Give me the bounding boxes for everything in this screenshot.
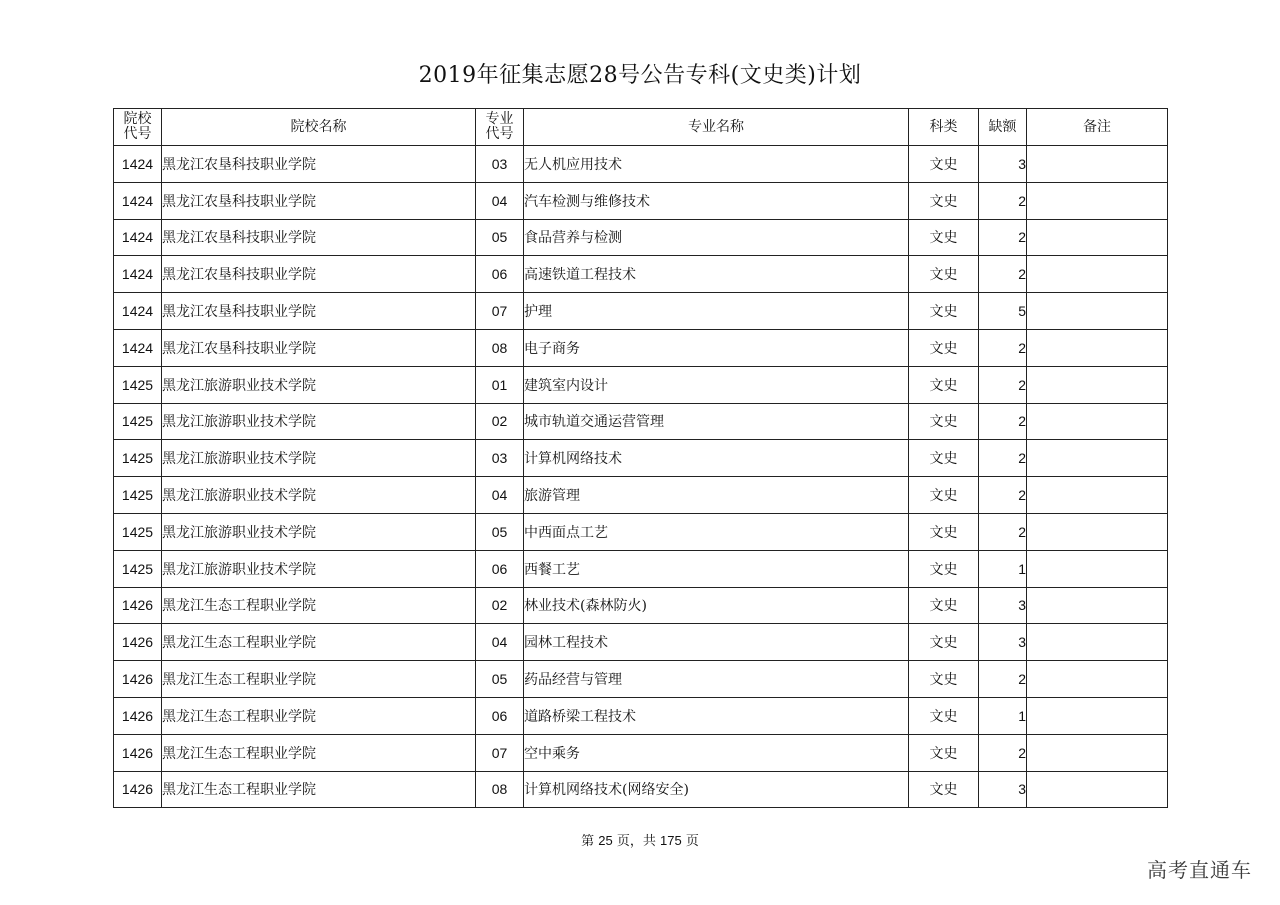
cell-remarks bbox=[1027, 182, 1168, 219]
cell-school-code: 1426 bbox=[114, 734, 162, 771]
cell-remarks bbox=[1027, 697, 1168, 734]
header-line: 专业 bbox=[485, 111, 514, 127]
cell-major-code: 08 bbox=[476, 329, 524, 366]
cell-category: 文史 bbox=[909, 440, 979, 477]
table-row bbox=[114, 293, 1168, 330]
table-row bbox=[114, 587, 1168, 624]
header-category: 科类 bbox=[909, 109, 979, 146]
cell-major-name: 计算机网络技术 bbox=[524, 440, 909, 477]
cell-vacancy: 2 bbox=[979, 329, 1027, 366]
cell-category: 文史 bbox=[909, 734, 979, 771]
cell-remarks bbox=[1027, 624, 1168, 661]
cell-vacancy: 2 bbox=[979, 440, 1027, 477]
cell-major-code: 03 bbox=[476, 146, 524, 183]
cell-major-code: 02 bbox=[476, 587, 524, 624]
cell-category: 文史 bbox=[909, 550, 979, 587]
cell-remarks bbox=[1027, 219, 1168, 256]
watermark-text: 高考直通车 bbox=[1147, 858, 1252, 882]
cell-category: 文史 bbox=[909, 587, 979, 624]
cell-school-code: 1426 bbox=[114, 624, 162, 661]
cell-remarks bbox=[1027, 771, 1168, 808]
cell-category: 文史 bbox=[909, 182, 979, 219]
cell-major-code: 06 bbox=[476, 697, 524, 734]
cell-remarks bbox=[1027, 587, 1168, 624]
cell-school-name: 黑龙江生态工程职业学院 bbox=[162, 624, 476, 661]
cell-school-name: 黑龙江旅游职业技术学院 bbox=[162, 403, 476, 440]
cell-category: 文史 bbox=[909, 329, 979, 366]
cell-remarks bbox=[1027, 293, 1168, 330]
cell-major-code: 06 bbox=[476, 550, 524, 587]
cell-vacancy: 2 bbox=[979, 661, 1027, 698]
cell-major-name: 建筑室内设计 bbox=[524, 366, 909, 403]
cell-category: 文史 bbox=[909, 513, 979, 550]
cell-major-name: 中西面点工艺 bbox=[524, 513, 909, 550]
cell-school-code: 1424 bbox=[114, 293, 162, 330]
cell-vacancy: 1 bbox=[979, 697, 1027, 734]
cell-school-code: 1425 bbox=[114, 440, 162, 477]
cell-major-name: 无人机应用技术 bbox=[524, 146, 909, 183]
cell-school-name: 黑龙江旅游职业技术学院 bbox=[162, 366, 476, 403]
table-header-row bbox=[114, 109, 1168, 146]
table-row bbox=[114, 734, 1168, 771]
cell-remarks bbox=[1027, 440, 1168, 477]
cell-school-name: 黑龙江生态工程职业学院 bbox=[162, 771, 476, 808]
cell-remarks bbox=[1027, 256, 1168, 293]
cell-school-name: 黑龙江农垦科技职业学院 bbox=[162, 146, 476, 183]
table-row bbox=[114, 146, 1168, 183]
cell-major-name: 药品经营与管理 bbox=[524, 661, 909, 698]
cell-vacancy: 2 bbox=[979, 403, 1027, 440]
cell-vacancy: 2 bbox=[979, 182, 1027, 219]
footer-middle: 页，共 bbox=[612, 834, 661, 849]
cell-category: 文史 bbox=[909, 293, 979, 330]
cell-category: 文史 bbox=[909, 624, 979, 661]
cell-major-code: 01 bbox=[476, 366, 524, 403]
table-row bbox=[114, 771, 1168, 808]
cell-vacancy: 2 bbox=[979, 366, 1027, 403]
cell-category: 文史 bbox=[909, 661, 979, 698]
cell-school-name: 黑龙江旅游职业技术学院 bbox=[162, 440, 476, 477]
cell-category: 文史 bbox=[909, 366, 979, 403]
cell-school-code: 1425 bbox=[114, 550, 162, 587]
cell-vacancy: 3 bbox=[979, 771, 1027, 808]
cell-vacancy: 2 bbox=[979, 477, 1027, 514]
page-footer bbox=[0, 830, 1280, 849]
table-row bbox=[114, 440, 1168, 477]
table-row bbox=[114, 182, 1168, 219]
table-row bbox=[114, 477, 1168, 514]
header-remarks: 备注 bbox=[1027, 109, 1168, 146]
table-row bbox=[114, 661, 1168, 698]
cell-school-name: 黑龙江旅游职业技术学院 bbox=[162, 513, 476, 550]
cell-major-code: 04 bbox=[476, 624, 524, 661]
cell-major-name: 高速铁道工程技术 bbox=[524, 256, 909, 293]
cell-major-code: 05 bbox=[476, 513, 524, 550]
table-row bbox=[114, 256, 1168, 293]
header-line: 代号 bbox=[123, 126, 152, 142]
table-body bbox=[114, 146, 1168, 808]
page-title: 2019年征集志愿28号公告专科(文史类)计划 bbox=[418, 63, 862, 88]
cell-major-name: 计算机网络技术(网络安全) bbox=[524, 771, 909, 808]
cell-major-name: 食品营养与检测 bbox=[524, 219, 909, 256]
cell-remarks bbox=[1027, 477, 1168, 514]
cell-category: 文史 bbox=[909, 771, 979, 808]
cell-major-name: 汽车检测与维修技术 bbox=[524, 182, 909, 219]
cell-major-name: 西餐工艺 bbox=[524, 550, 909, 587]
cell-school-code: 1424 bbox=[114, 146, 162, 183]
header-school-name: 院校名称 bbox=[162, 109, 476, 146]
cell-school-code: 1426 bbox=[114, 661, 162, 698]
cell-remarks bbox=[1027, 734, 1168, 771]
cell-vacancy: 2 bbox=[979, 734, 1027, 771]
cell-vacancy: 1 bbox=[979, 550, 1027, 587]
cell-school-code: 1425 bbox=[114, 477, 162, 514]
cell-major-code: 07 bbox=[476, 293, 524, 330]
header-school-code bbox=[114, 109, 162, 146]
cell-major-code: 05 bbox=[476, 661, 524, 698]
cell-school-name: 黑龙江农垦科技职业学院 bbox=[162, 182, 476, 219]
cell-vacancy: 3 bbox=[979, 146, 1027, 183]
cell-major-code: 04 bbox=[476, 182, 524, 219]
cell-remarks bbox=[1027, 329, 1168, 366]
table-row bbox=[114, 513, 1168, 550]
cell-school-name: 黑龙江农垦科技职业学院 bbox=[162, 329, 476, 366]
cell-major-name: 林业技术(森林防火) bbox=[524, 587, 909, 624]
cell-major-code: 04 bbox=[476, 477, 524, 514]
footer-current-page: 25 bbox=[598, 833, 613, 848]
cell-vacancy: 2 bbox=[979, 256, 1027, 293]
admission-plan-table bbox=[113, 108, 1168, 808]
cell-major-code: 03 bbox=[476, 440, 524, 477]
cell-major-code: 02 bbox=[476, 403, 524, 440]
cell-vacancy: 3 bbox=[979, 587, 1027, 624]
cell-category: 文史 bbox=[909, 256, 979, 293]
cell-remarks bbox=[1027, 550, 1168, 587]
cell-school-name: 黑龙江农垦科技职业学院 bbox=[162, 219, 476, 256]
cell-vacancy: 2 bbox=[979, 219, 1027, 256]
cell-remarks bbox=[1027, 146, 1168, 183]
cell-category: 文史 bbox=[909, 477, 979, 514]
cell-major-code: 07 bbox=[476, 734, 524, 771]
cell-school-code: 1426 bbox=[114, 697, 162, 734]
table-row bbox=[114, 624, 1168, 661]
cell-category: 文史 bbox=[909, 146, 979, 183]
header-line: 院校 bbox=[123, 111, 152, 127]
cell-vacancy: 2 bbox=[979, 513, 1027, 550]
cell-major-name: 空中乘务 bbox=[524, 734, 909, 771]
cell-school-code: 1425 bbox=[114, 366, 162, 403]
cell-category: 文史 bbox=[909, 403, 979, 440]
cell-school-code: 1426 bbox=[114, 771, 162, 808]
cell-major-name: 城市轨道交通运营管理 bbox=[524, 403, 909, 440]
header-vacancy: 缺额 bbox=[979, 109, 1027, 146]
cell-school-name: 黑龙江生态工程职业学院 bbox=[162, 587, 476, 624]
header-major-code bbox=[476, 109, 524, 146]
header-line: 代号 bbox=[485, 126, 514, 142]
cell-major-code: 06 bbox=[476, 256, 524, 293]
cell-school-code: 1425 bbox=[114, 513, 162, 550]
footer-prefix: 第 bbox=[581, 834, 599, 849]
cell-school-code: 1424 bbox=[114, 256, 162, 293]
cell-school-name: 黑龙江生态工程职业学院 bbox=[162, 661, 476, 698]
cell-school-code: 1424 bbox=[114, 329, 162, 366]
footer-suffix: 页 bbox=[681, 834, 699, 849]
cell-major-name: 园林工程技术 bbox=[524, 624, 909, 661]
cell-school-name: 黑龙江农垦科技职业学院 bbox=[162, 256, 476, 293]
cell-school-name: 黑龙江农垦科技职业学院 bbox=[162, 293, 476, 330]
cell-major-code: 05 bbox=[476, 219, 524, 256]
cell-school-name: 黑龙江生态工程职业学院 bbox=[162, 734, 476, 771]
cell-vacancy: 3 bbox=[979, 624, 1027, 661]
cell-category: 文史 bbox=[909, 219, 979, 256]
cell-school-name: 黑龙江生态工程职业学院 bbox=[162, 697, 476, 734]
cell-major-name: 道路桥梁工程技术 bbox=[524, 697, 909, 734]
cell-school-code: 1424 bbox=[114, 182, 162, 219]
cell-major-name: 护理 bbox=[524, 293, 909, 330]
cell-remarks bbox=[1027, 403, 1168, 440]
cell-major-name: 电子商务 bbox=[524, 329, 909, 366]
footer-total-pages: 175 bbox=[660, 833, 682, 848]
cell-school-code: 1424 bbox=[114, 219, 162, 256]
cell-school-name: 黑龙江旅游职业技术学院 bbox=[162, 477, 476, 514]
table-row bbox=[114, 403, 1168, 440]
table-row bbox=[114, 366, 1168, 403]
table-row bbox=[114, 697, 1168, 734]
table-row bbox=[114, 550, 1168, 587]
cell-school-code: 1425 bbox=[114, 403, 162, 440]
cell-major-code: 08 bbox=[476, 771, 524, 808]
cell-school-code: 1426 bbox=[114, 587, 162, 624]
cell-school-name: 黑龙江旅游职业技术学院 bbox=[162, 550, 476, 587]
cell-remarks bbox=[1027, 366, 1168, 403]
header-major-name: 专业名称 bbox=[524, 109, 909, 146]
cell-major-name: 旅游管理 bbox=[524, 477, 909, 514]
table-row bbox=[114, 219, 1168, 256]
cell-category: 文史 bbox=[909, 697, 979, 734]
cell-remarks bbox=[1027, 513, 1168, 550]
cell-vacancy: 5 bbox=[979, 293, 1027, 330]
cell-remarks bbox=[1027, 661, 1168, 698]
table-row bbox=[114, 329, 1168, 366]
